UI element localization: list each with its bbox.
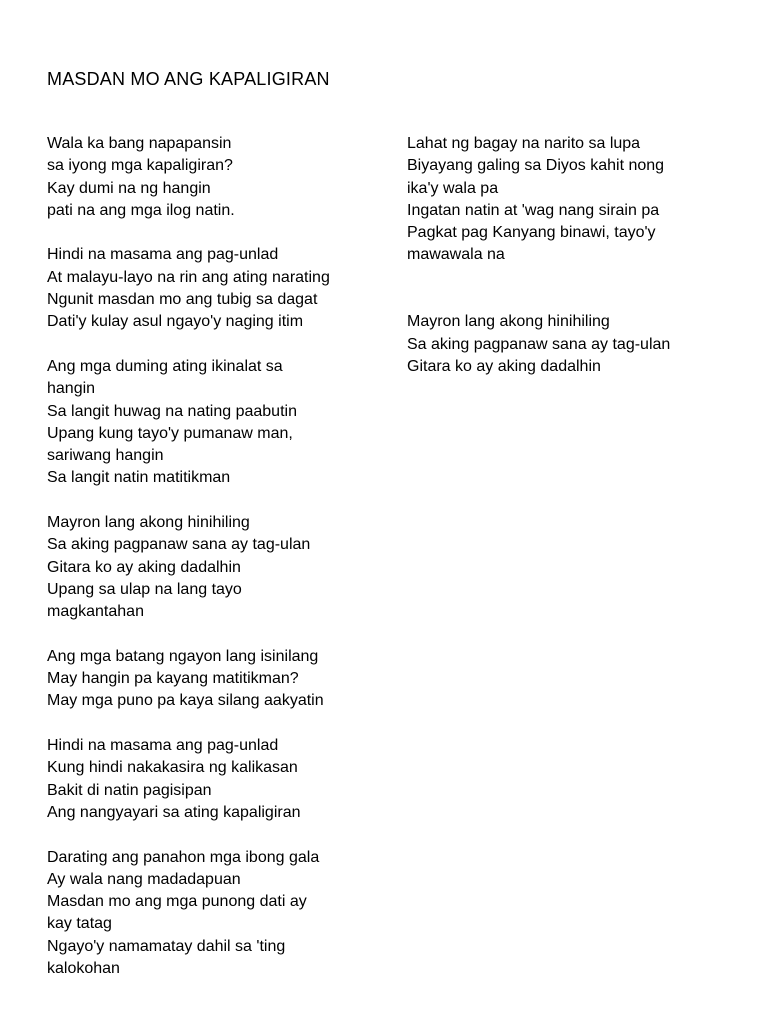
lyric-line: Ang mga batang ngayon lang isinilang bbox=[47, 647, 319, 665]
lyric-line: hangin bbox=[47, 380, 96, 398]
lyric-line: ika'y wala pa bbox=[407, 179, 499, 197]
lyric-line: Wala ka bang napapansin bbox=[47, 135, 232, 152]
lyric-line: Ingatan natin at 'wag nang sirain pa bbox=[407, 201, 660, 219]
lyric-line: Masdan mo ang mga punong dati ay bbox=[47, 893, 307, 911]
lyric-line: Gitara ko ay aking dadalhin bbox=[47, 558, 241, 576]
lyric-line: Dati'y kulay asul ngayo'y naging itim bbox=[47, 313, 304, 331]
left-column bbox=[47, 133, 377, 1003]
stanza bbox=[407, 311, 727, 378]
stanza bbox=[407, 133, 727, 267]
lyric-line: Mayron lang akong hinihiling bbox=[407, 313, 610, 331]
lyric-line: Upang kung tayo'y pumanaw man, bbox=[47, 424, 293, 442]
stanza bbox=[47, 356, 377, 490]
stanza bbox=[47, 133, 377, 222]
lyric-line: kalokohan bbox=[47, 959, 120, 977]
lyric-line: Ngayo'y namamatay dahil sa 'ting bbox=[47, 937, 286, 955]
lyric-line: Ang nangyayari sa ating kapaligiran bbox=[47, 803, 301, 821]
lyric-line: Ngunit masdan mo ang tubig sa dagat bbox=[47, 291, 318, 309]
lyric-line: Sa aking pagpanaw sana ay tag-ulan bbox=[47, 536, 311, 554]
lyric-line: Biyayang galing sa Diyos kahit nong bbox=[407, 157, 665, 175]
lyric-line: Kung hindi nakakasira ng kalikasan bbox=[47, 759, 298, 777]
lyric-line: Sa aking pagpanaw sana ay tag-ulan bbox=[407, 335, 671, 353]
lyric-line: Kay dumi na ng hangin bbox=[47, 179, 211, 197]
lyric-line: Bakit di natin pagisipan bbox=[47, 781, 212, 799]
stanza bbox=[47, 847, 377, 981]
right-column bbox=[407, 133, 727, 401]
lyric-line: Sa langit huwag na nating paabutin bbox=[47, 402, 297, 420]
stanza bbox=[47, 646, 377, 713]
lyric-line: Lahat ng bagay na narito sa lupa bbox=[407, 135, 641, 152]
lyric-line: kay tatag bbox=[47, 915, 112, 933]
lyric-line: Ang mga duming ating ikinalat sa bbox=[47, 357, 283, 375]
lyric-line: Pagkat pag Kanyang binawi, tayo'y bbox=[407, 224, 656, 242]
lyric-line: Sa langit natin matitikman bbox=[47, 469, 231, 487]
lyric-line: At malayu-layo na rin ang ating narating bbox=[47, 268, 330, 286]
lyric-line: magkantahan bbox=[47, 603, 144, 621]
stanza bbox=[47, 735, 377, 824]
lyric-line: sa iyong mga kapaligiran? bbox=[47, 157, 233, 175]
lyric-line: May hangin pa kayang matitikman? bbox=[47, 670, 299, 688]
lyric-line: Gitara ko ay aking dadalhin bbox=[407, 357, 601, 375]
song-title: MASDAN MO ANG KAPALIGIRAN bbox=[47, 69, 330, 89]
lyric-line: sariwang hangin bbox=[47, 447, 164, 465]
lyric-line: pati na ang mga ilog natin. bbox=[47, 201, 235, 219]
lyric-line: Mayron lang akong hinihiling bbox=[47, 514, 250, 532]
lyric-line: Hindi na masama ang pag-unlad bbox=[47, 246, 279, 264]
lyric-line: Ay wala nang madadapuan bbox=[47, 870, 241, 888]
lyric-line: mawawala na bbox=[407, 246, 505, 264]
lyric-line: Hindi na masama ang pag-unlad bbox=[47, 737, 279, 755]
stanza bbox=[47, 244, 377, 333]
lyric-line: Upang sa ulap na lang tayo bbox=[47, 580, 242, 598]
lyric-line: Darating ang panahon mga ibong gala bbox=[47, 848, 320, 866]
stanza bbox=[47, 512, 377, 623]
lyric-line: May mga puno pa kaya silang aakyatin bbox=[47, 692, 324, 710]
